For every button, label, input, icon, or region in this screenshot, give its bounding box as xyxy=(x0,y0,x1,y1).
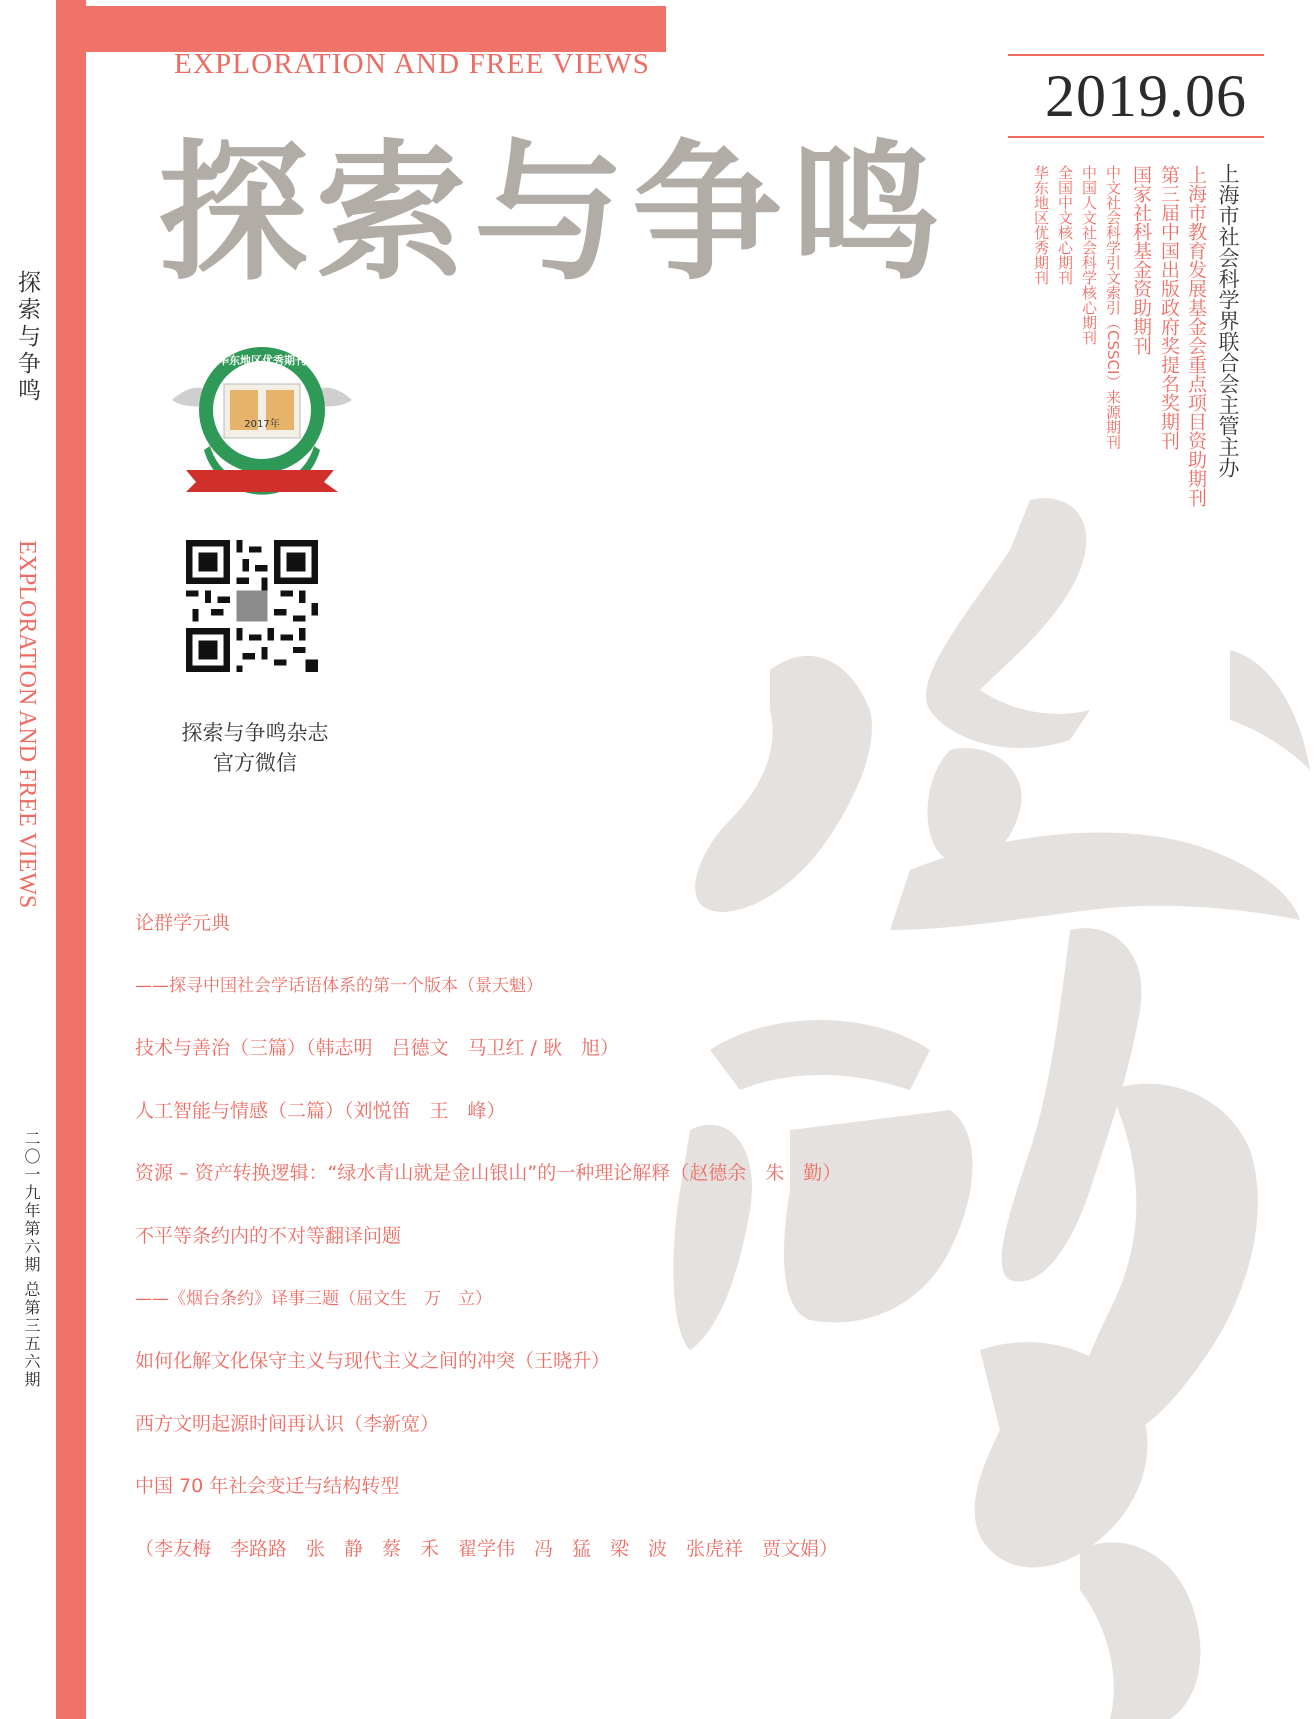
toc-item[interactable]: 论群学元典 xyxy=(135,912,231,934)
ribbon-icon xyxy=(186,470,338,492)
wechat-caption-line1: 探索与争鸣杂志 xyxy=(181,721,329,745)
toc-item[interactable]: 西方文明起源时间再认识（李新宽） xyxy=(135,1412,440,1435)
info-column-east-china: 华东地区优秀期刊 xyxy=(1032,165,1050,285)
info-column-cssci: 中文社会科学引文索引（CSSCI）来源期刊 xyxy=(1104,165,1122,450)
english-title: EXPLORATION AND FREE VIEWS xyxy=(174,48,651,80)
issue-date: 2019.06 xyxy=(1045,63,1247,129)
info-column-national-core: 全国中文核心期刊 xyxy=(1056,165,1074,285)
spine-issue-number: 二〇一九年第六期 总第三五六期 xyxy=(22,1130,41,1390)
toc-item[interactable]: 中国 70 年社会变迁与结构转型 xyxy=(135,1475,400,1498)
excellent-journal-emblem xyxy=(164,340,360,510)
table-of-contents xyxy=(135,908,1095,1597)
spine-title: 探索与争鸣 xyxy=(14,270,40,405)
top-red-bar xyxy=(56,6,666,52)
wechat-caption xyxy=(140,718,370,778)
spine-english-title: EXPLORATION AND FREE VIEWS xyxy=(14,540,40,909)
emblem-ring-text: 华东地区优秀期刊 xyxy=(218,354,306,367)
toc-item[interactable]: 人工智能与情感（二篇）（刘悦笛 王 峰） xyxy=(135,1099,506,1122)
emblem-year: 2017年 xyxy=(244,419,280,430)
toc-item-authors[interactable]: （李友梅 李路路 张 静 蔡 禾 翟学伟 冯 猛 梁 波 张虎祥 贾文娟） xyxy=(135,1537,839,1560)
toc-item[interactable]: 资源 – 资产转换逻辑：“绿水青山就是金山银山”的一种理论解释（赵德余 朱 勤） xyxy=(135,1162,842,1185)
info-column-publishing-award: 第三届中国出版政府奖提名奖期刊 xyxy=(1158,165,1180,450)
toc-item[interactable]: 技术与善治（三篇）（韩志明 吕德文 马卫红 / 耿 旭） xyxy=(135,1037,619,1060)
info-column-education-fund: 上海市教育发展基金会重点项目资助期刊 xyxy=(1185,165,1207,507)
date-rule-bottom xyxy=(1008,136,1264,138)
spine-red-bar xyxy=(56,0,86,1719)
wechat-caption-line2: 官方微信 xyxy=(213,751,297,775)
info-column-publisher: 上海市社会科学界联合会主管主办 xyxy=(1216,163,1240,478)
toc-item[interactable]: 如何化解文化保守主义与现代主义之间的冲突（王晓升） xyxy=(135,1350,611,1373)
toc-item[interactable]: 不平等条约内的不对等翻译问题 xyxy=(135,1224,402,1247)
info-column-humanities-core: 中国人文社会科学核心期刊 xyxy=(1080,165,1098,345)
wechat-qr-code-icon[interactable] xyxy=(186,540,318,672)
masthead-title: 探索与争鸣 xyxy=(158,125,949,301)
toc-item-subtitle[interactable]: ——探寻中国社会学话语体系的第一个版本（景天魁） xyxy=(135,975,543,996)
info-column-social-science-fund: 国家社科基金资助期刊 xyxy=(1130,165,1152,355)
qr-center-logo xyxy=(236,590,267,621)
toc-item-subtitle[interactable]: ——《烟台条约》译事三题（屈文生 万 立） xyxy=(135,1288,492,1309)
date-rule-top xyxy=(1008,54,1264,56)
